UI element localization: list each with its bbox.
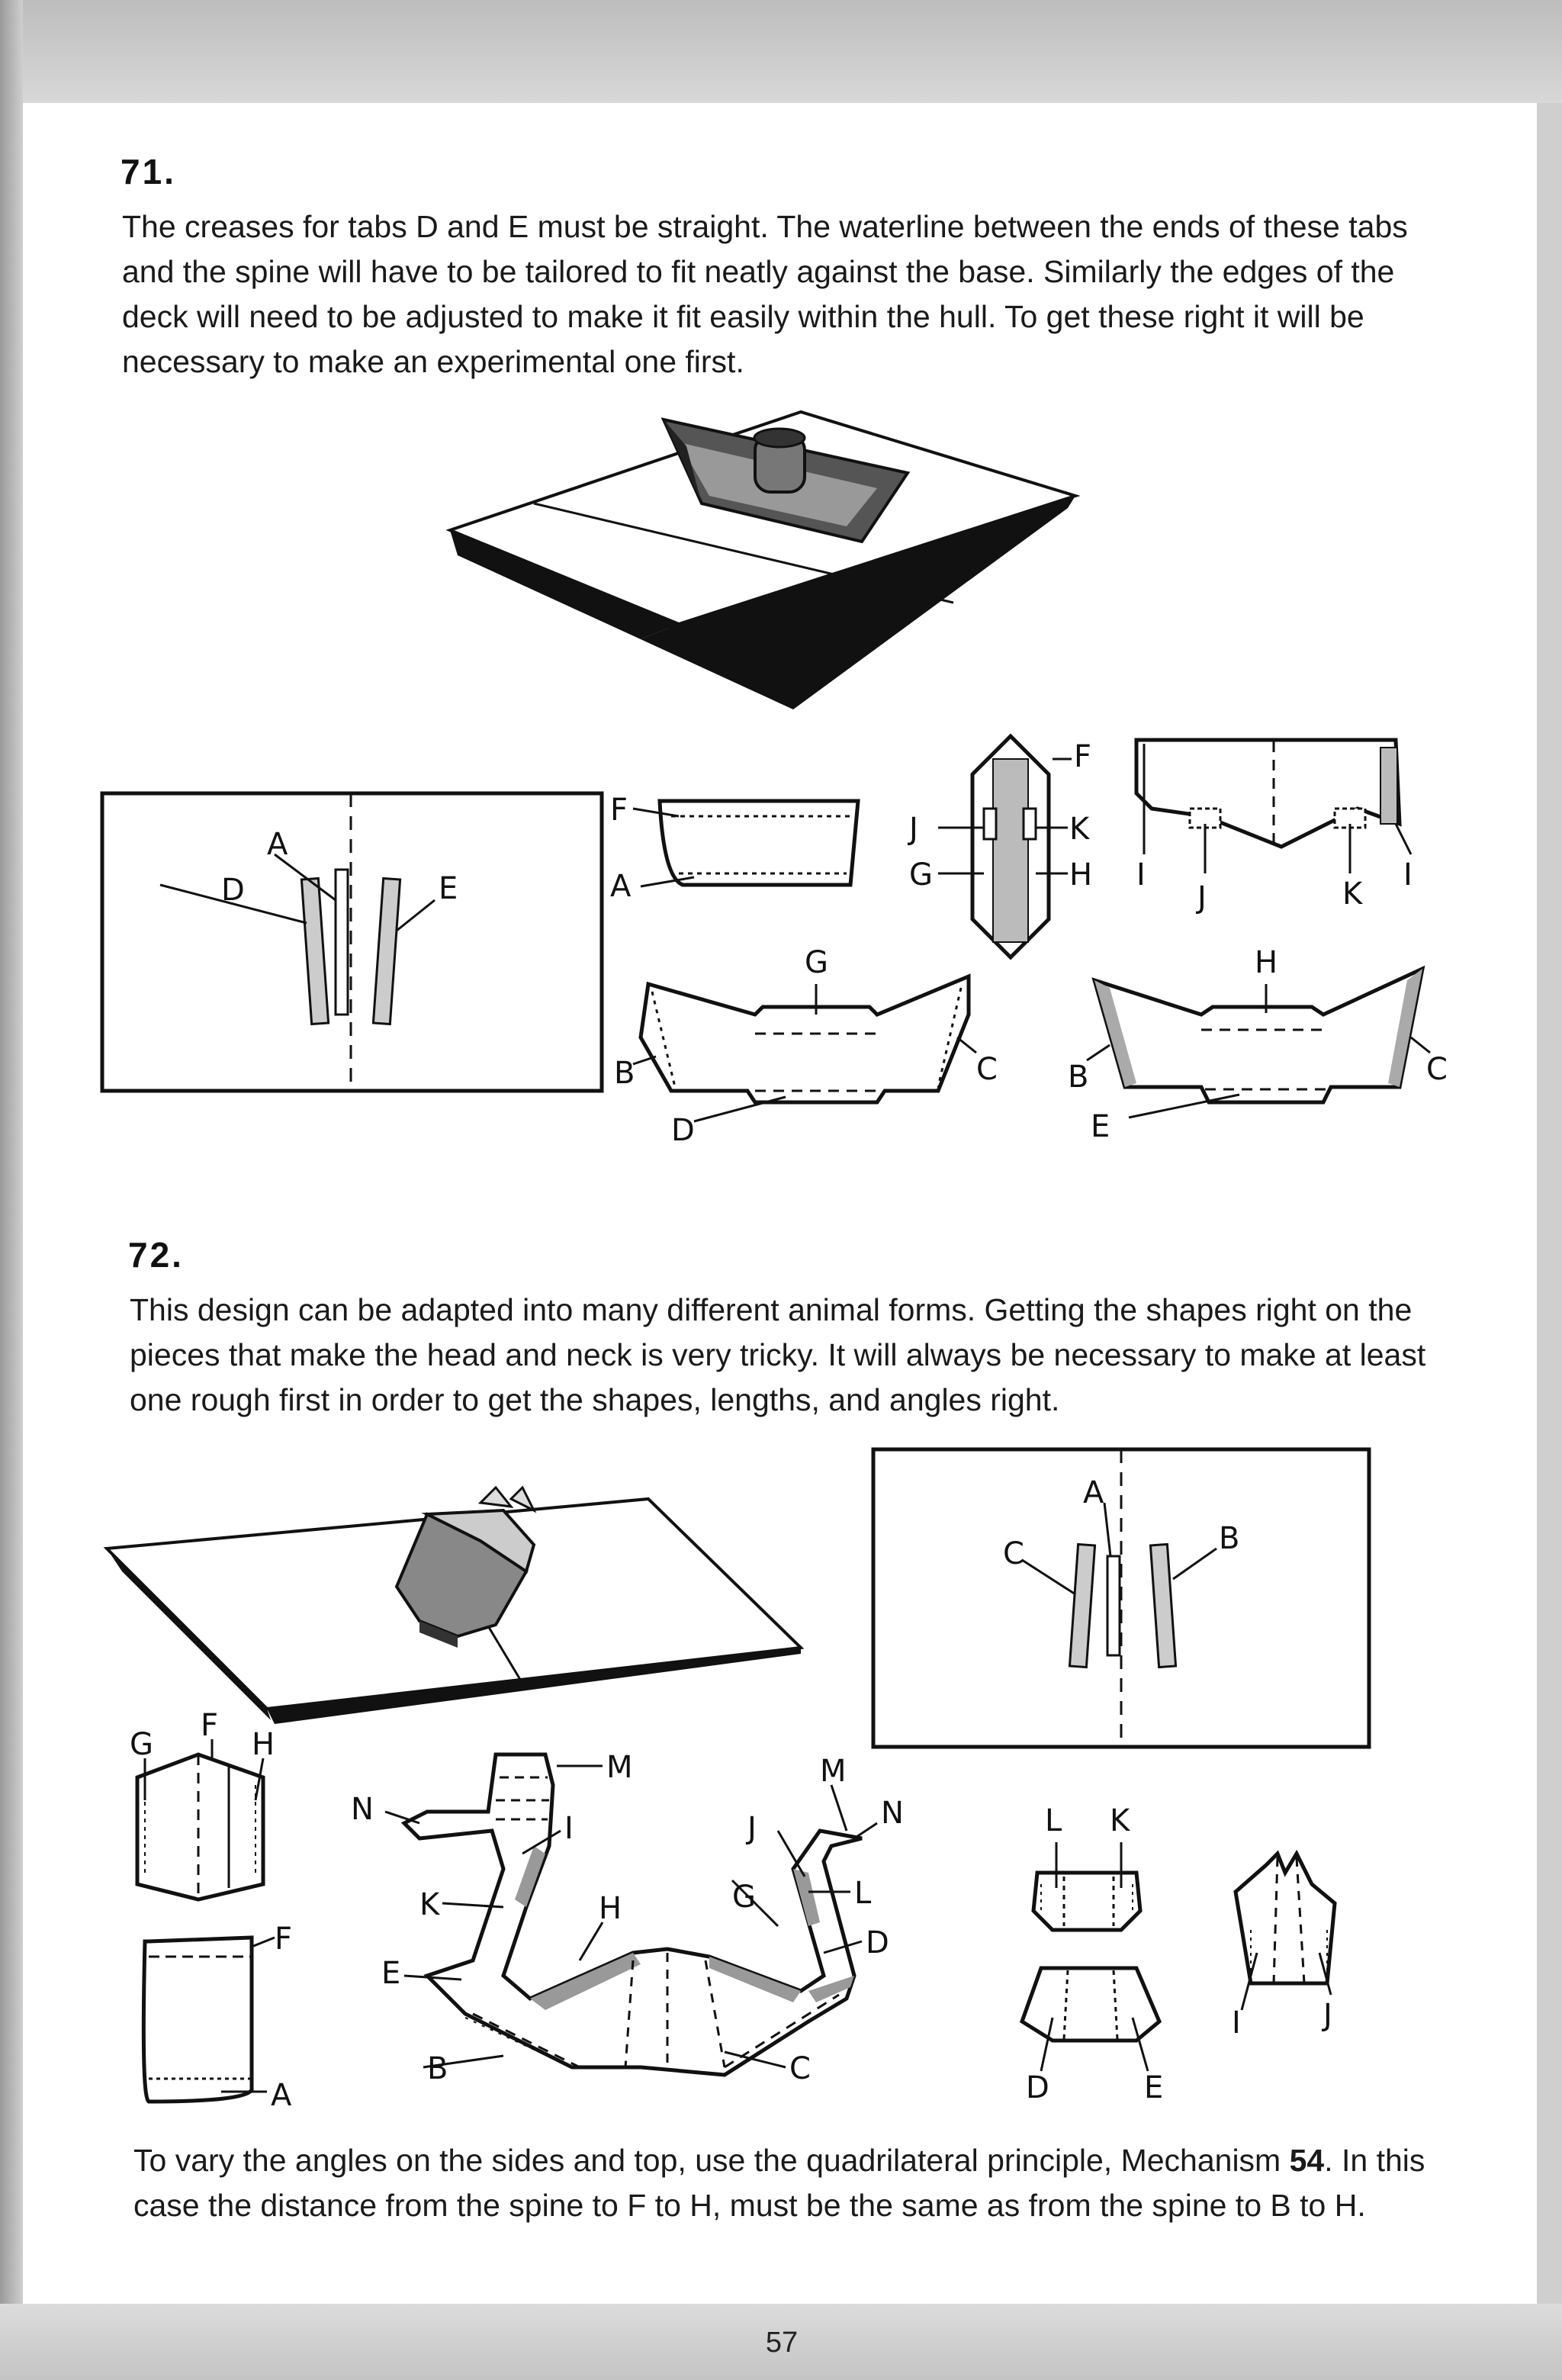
label-i-4: I [1232,2005,1241,2041]
scan-top-margin [0,0,1562,103]
label-h-4: H [599,1891,622,1926]
label-k-4: K [1110,1803,1130,1838]
piece-fgh [122,1708,305,1899]
label-i-3: I [564,1811,574,1846]
label-f-4: F [275,1922,293,1957]
label-c: C [976,1052,998,1087]
label-j: J [909,812,918,847]
label-n: N [351,1792,374,1827]
label-e-3: E [381,1956,401,1991]
label-b-2: B [1068,1060,1089,1095]
label-i-2: I [1403,857,1413,892]
label-l-2: L [1045,1803,1062,1838]
closing-text-before: To vary the angles on the sides and top, use the quadrilateral principle, Mechanism [133,2143,1290,2178]
label-a: A [267,827,288,862]
label-k-2: K [1342,876,1363,912]
label-b-3: B [1219,1521,1240,1556]
label-k-3: K [419,1887,440,1922]
scan-left-margin [0,0,23,2380]
mechanism-number: 54 [1289,2143,1325,2178]
label-c-2: C [1426,1052,1448,1087]
deck-piece [610,786,877,923]
piece-lk [1014,1800,1167,1953]
label-l: L [854,1876,872,1911]
section-72-heading: 72. [128,1235,184,1275]
label-a-2: A [610,869,632,904]
label-n-2: N [881,1796,904,1831]
label-g-3: G [130,1727,153,1762]
label-e: E [439,871,458,906]
hull-piece-left [610,945,1014,1148]
label-h: H [1069,857,1093,892]
label-a-4: A [271,2078,292,2113]
label-a-3: A [1083,1475,1104,1510]
label-k: K [1069,812,1090,847]
closing-text-after: . In this case the distance from the spine to F to H, must be the same as from the spine to B to H. [133,2143,1425,2223]
section-72-closing-paragraph [133,2138,1445,2228]
label-j-3: J [747,1811,757,1846]
body-neck-strip [351,1747,984,2121]
label-h-2: H [1255,945,1278,980]
label-c-4: C [789,2051,811,2086]
label-f-3: F [201,1708,219,1743]
superstructure-piece [1121,732,1434,931]
label-d-4: D [1026,2070,1049,2105]
label-i: I [1136,857,1146,892]
label-m: M [606,1750,633,1785]
label-d-3: D [866,1925,889,1960]
label-m-2: M [820,1754,847,1789]
label-g-2: G [805,945,828,980]
hull-piece-right [1064,945,1448,1144]
boat-popup-illustration [450,412,1091,717]
label-d: D [221,873,245,908]
label-f-2: F [1074,739,1092,774]
label-e-4: E [1144,2070,1164,2105]
label-j-2: J [1197,880,1207,915]
section-72-base-card [869,1442,1380,1754]
label-j-4: J [1323,1998,1332,2033]
label-f: F [610,793,628,828]
label-b-4: B [427,2051,448,2086]
section-72-paragraph: This design can be adapted into many different animal forms. Getting the shapes right on the pieces that make the head and neck is very tricky. It will always be necessary to make at least one rough first in order to get the shapes, lengths, and angles right. [130,1292,1426,1417]
piece-de [1007,1957,1190,2109]
section-71-paragraph: The creases for tabs D and E must be straight. The waterline between the ends of these tabs and the spine will have to be tailored to fit neatly against the base. Similarly the edges of the deck will need to be adjusted to make it fit easily within the hull. To get these right it will be necessary to make an experimental one first. [122,209,1408,379]
label-e-2: E [1091,1109,1110,1144]
page-number: 57 [765,2327,799,2359]
label-b: B [614,1056,635,1091]
piece-fa [137,1922,320,2113]
piece-ij [1220,1838,1358,2041]
label-g-4: G [732,1880,756,1915]
funnel-piece [908,728,1106,973]
section-71-heading: 71. [121,152,176,191]
label-c-3: C [1003,1536,1024,1571]
section-71-base-card [99,786,618,1091]
animal-popup-illustration [99,1488,808,1724]
label-h-3: H [252,1727,275,1762]
label-d-2: D [671,1113,695,1148]
label-g: G [909,857,933,892]
